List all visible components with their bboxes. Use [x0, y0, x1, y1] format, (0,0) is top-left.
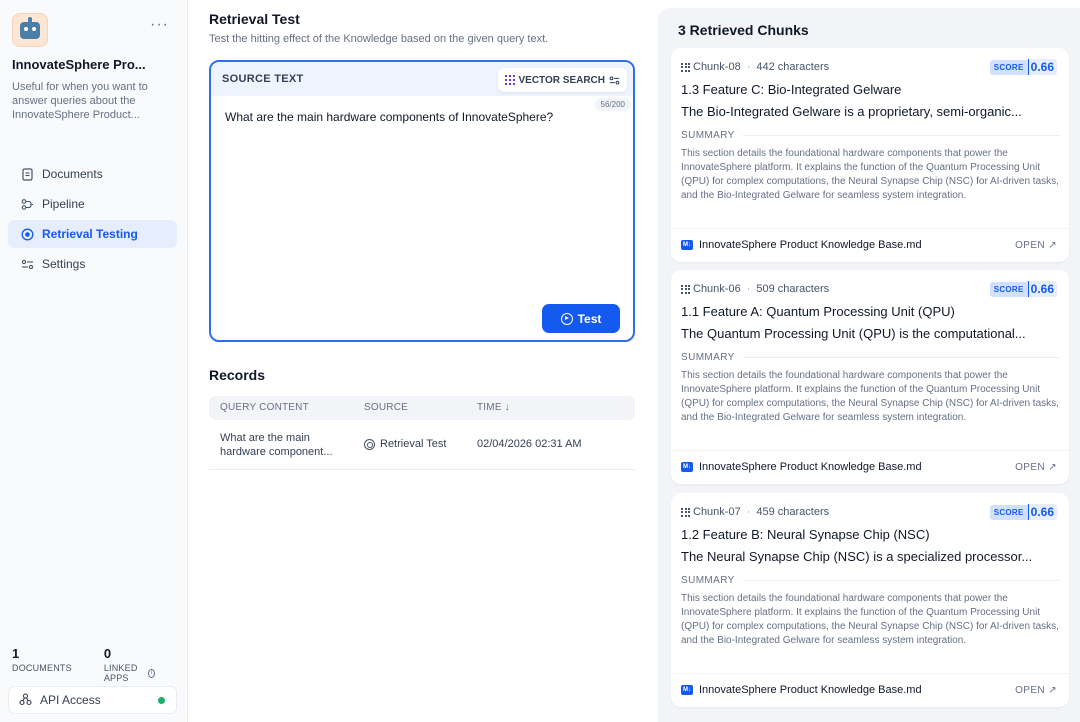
knowledge-description: Useful for when you want to answer queries about the InnovateSphere Product...	[12, 81, 148, 121]
sidebar	[0, 0, 188, 722]
documents-stat	[12, 646, 72, 683]
records-title: Records	[209, 367, 266, 383]
document-icon	[20, 167, 34, 181]
chunk-id: Chunk-07	[693, 506, 741, 518]
chunk-content: The Neural Synapse Chip (NSC) is a specialized processor...	[681, 549, 1033, 564]
sidebar-item-label: Retrieval Testing	[42, 227, 138, 241]
char-counter: 56/200	[595, 98, 631, 111]
sidebar-item-label: Documents	[42, 167, 103, 181]
page-title: Retrieval Test	[209, 11, 300, 27]
record-source-label: Retrieval Test	[380, 438, 447, 450]
column-source: SOURCE	[364, 402, 408, 413]
chunk-chars: 509 characters	[756, 283, 830, 295]
sidebar-item-documents[interactable]	[8, 160, 177, 188]
chunk-id: Chunk-06	[693, 283, 741, 295]
chunk-card[interactable]	[671, 493, 1069, 707]
record-query: What are the main hardware component...	[220, 432, 333, 458]
test-button[interactable]	[542, 304, 620, 333]
target-icon	[20, 227, 34, 241]
markdown-icon: M↓	[683, 242, 691, 248]
grid-icon	[505, 75, 515, 85]
record-source	[364, 438, 446, 450]
retrieval-test-panel	[188, 0, 658, 722]
pipeline-icon	[20, 197, 34, 211]
documents-label: DOCUMENTS	[12, 663, 72, 673]
table-row[interactable]	[209, 420, 635, 470]
records-table-header	[209, 396, 635, 420]
drag-dots-icon	[681, 508, 690, 517]
score-label: SCORE	[990, 282, 1028, 297]
chunk-chars: 442 characters	[756, 61, 830, 73]
api-access-label: API Access	[40, 693, 101, 707]
chunk-id: Chunk-08	[693, 61, 741, 73]
open-button[interactable]: OPEN ↗	[1015, 240, 1057, 251]
summary-text: This section details the foundational hardware components that power the InnovateSphere platform. It explains the function of the Quantum Processing Unit (QPU) for complex computations, the Neural Synapse Chip (NSC) for AI-driven tasks, and the Bio-Integrated Gelware for seamless system integration.	[681, 370, 1059, 423]
results-title: 3 Retrieved Chunks	[678, 22, 809, 38]
summary-label: SUMMARY	[681, 130, 1059, 141]
record-time: 02/04/2026 02:31 AM	[477, 438, 582, 450]
chunk-chars: 459 characters	[756, 506, 830, 518]
chunk-footer	[671, 673, 1069, 707]
markdown-icon: M↓	[683, 687, 691, 693]
chunk-footer	[671, 450, 1069, 484]
sidebar-item-label: Pipeline	[42, 197, 85, 211]
query-box	[209, 60, 635, 342]
markdown-icon: M↓	[683, 464, 691, 470]
sidebar-item-label: Settings	[42, 257, 86, 271]
settings-icon	[20, 257, 34, 271]
source-text-label: SOURCE TEXT	[222, 73, 304, 85]
chunk-card[interactable]	[671, 48, 1069, 262]
sidebar-nav	[8, 160, 177, 280]
documents-count: 1	[12, 646, 20, 661]
api-icon	[19, 693, 33, 707]
score-badge	[990, 504, 1057, 520]
api-status-dot	[158, 697, 165, 704]
column-time[interactable]: TIME ↓	[477, 402, 510, 413]
linked-apps-label-row	[104, 663, 155, 683]
drag-dots-icon	[681, 63, 690, 72]
chunk-card[interactable]	[671, 270, 1069, 484]
open-button[interactable]: OPEN ↗	[1015, 685, 1057, 696]
chunk-content: The Bio-Integrated Gelware is a proprietary, semi-organic...	[681, 104, 1022, 119]
score-label: SCORE	[990, 505, 1028, 520]
settings-icon	[609, 75, 620, 86]
chunk-heading: 1.2 Feature B: Neural Synapse Chip (NSC)	[681, 527, 930, 542]
summary-text: This section details the foundational hardware components that power the InnovateSphere platform. It explains the function of the Quantum Processing Unit (QPU) for complex computations, the Neural Synapse Chip (NSC) for AI-driven tasks, and the Bio-Integrated Gelware for seamless system integration.	[681, 148, 1059, 201]
chunk-meta: Chunk-06 · 509 characters	[681, 283, 829, 295]
info-icon[interactable]: i	[148, 669, 155, 678]
chunk-heading: 1.1 Feature A: Quantum Processing Unit (QPU)	[681, 304, 955, 319]
linked-apps-label: LINKED APPS	[103, 663, 138, 683]
knowledge-stats	[12, 646, 187, 683]
query-input[interactable]: What are the main hardware components of InnovateSphere?	[225, 110, 554, 124]
robot-icon	[12, 13, 48, 47]
linked-apps-stat	[104, 646, 155, 683]
column-query-content: QUERY CONTENT	[220, 402, 309, 413]
play-icon	[561, 313, 573, 325]
page-subtitle: Test the hitting effect of the Knowledge based on the given query text.	[209, 33, 549, 45]
more-options-button[interactable]: ···	[150, 16, 169, 33]
search-mode-label: VECTOR SEARCH	[518, 74, 605, 86]
chunk-content: The Quantum Processing Unit (QPU) is the computational...	[681, 326, 1026, 341]
score-value: 0.66	[1028, 281, 1057, 297]
open-button[interactable]: OPEN ↗	[1015, 462, 1057, 473]
drag-dots-icon	[681, 285, 690, 294]
sidebar-item-retrieval-testing[interactable]	[8, 220, 177, 248]
retrieved-chunks-panel	[658, 8, 1080, 722]
linked-apps-count: 0	[103, 646, 112, 661]
score-value: 0.66	[1028, 504, 1057, 520]
score-badge	[990, 281, 1057, 297]
file-name: InnovateSphere Product Knowledge Base.md	[699, 239, 922, 251]
chunk-meta: Chunk-07 · 459 characters	[681, 506, 829, 518]
chunk-heading: 1.3 Feature C: Bio-Integrated Gelware	[681, 82, 902, 97]
score-label: SCORE	[990, 60, 1028, 75]
chunk-meta: Chunk-08 · 442 characters	[681, 61, 829, 73]
summary-text: This section details the foundational hardware components that power the InnovateSphere platform. It explains the function of the Quantum Processing Unit (QPU) for complex computations, the Neural Synapse Chip (NSC) for AI-driven tasks, and the Bio-Integrated Gelware for seamless system integration.	[681, 593, 1059, 646]
file-name: InnovateSphere Product Knowledge Base.md	[699, 684, 922, 696]
sidebar-item-settings[interactable]	[8, 250, 177, 278]
test-button-label: Test	[577, 311, 602, 326]
knowledge-name: InnovateSphere Pro...	[12, 57, 146, 72]
summary-label: SUMMARY	[681, 352, 1059, 363]
summary-label: SUMMARY	[681, 575, 1059, 586]
vector-search-button[interactable]	[498, 68, 628, 92]
chunk-footer	[671, 228, 1069, 262]
score-badge	[990, 59, 1057, 75]
sidebar-item-pipeline[interactable]	[8, 190, 177, 218]
api-access-button[interactable]	[8, 686, 177, 714]
score-value: 0.66	[1028, 59, 1057, 75]
target-icon	[364, 439, 375, 450]
file-name: InnovateSphere Product Knowledge Base.md	[699, 461, 922, 473]
